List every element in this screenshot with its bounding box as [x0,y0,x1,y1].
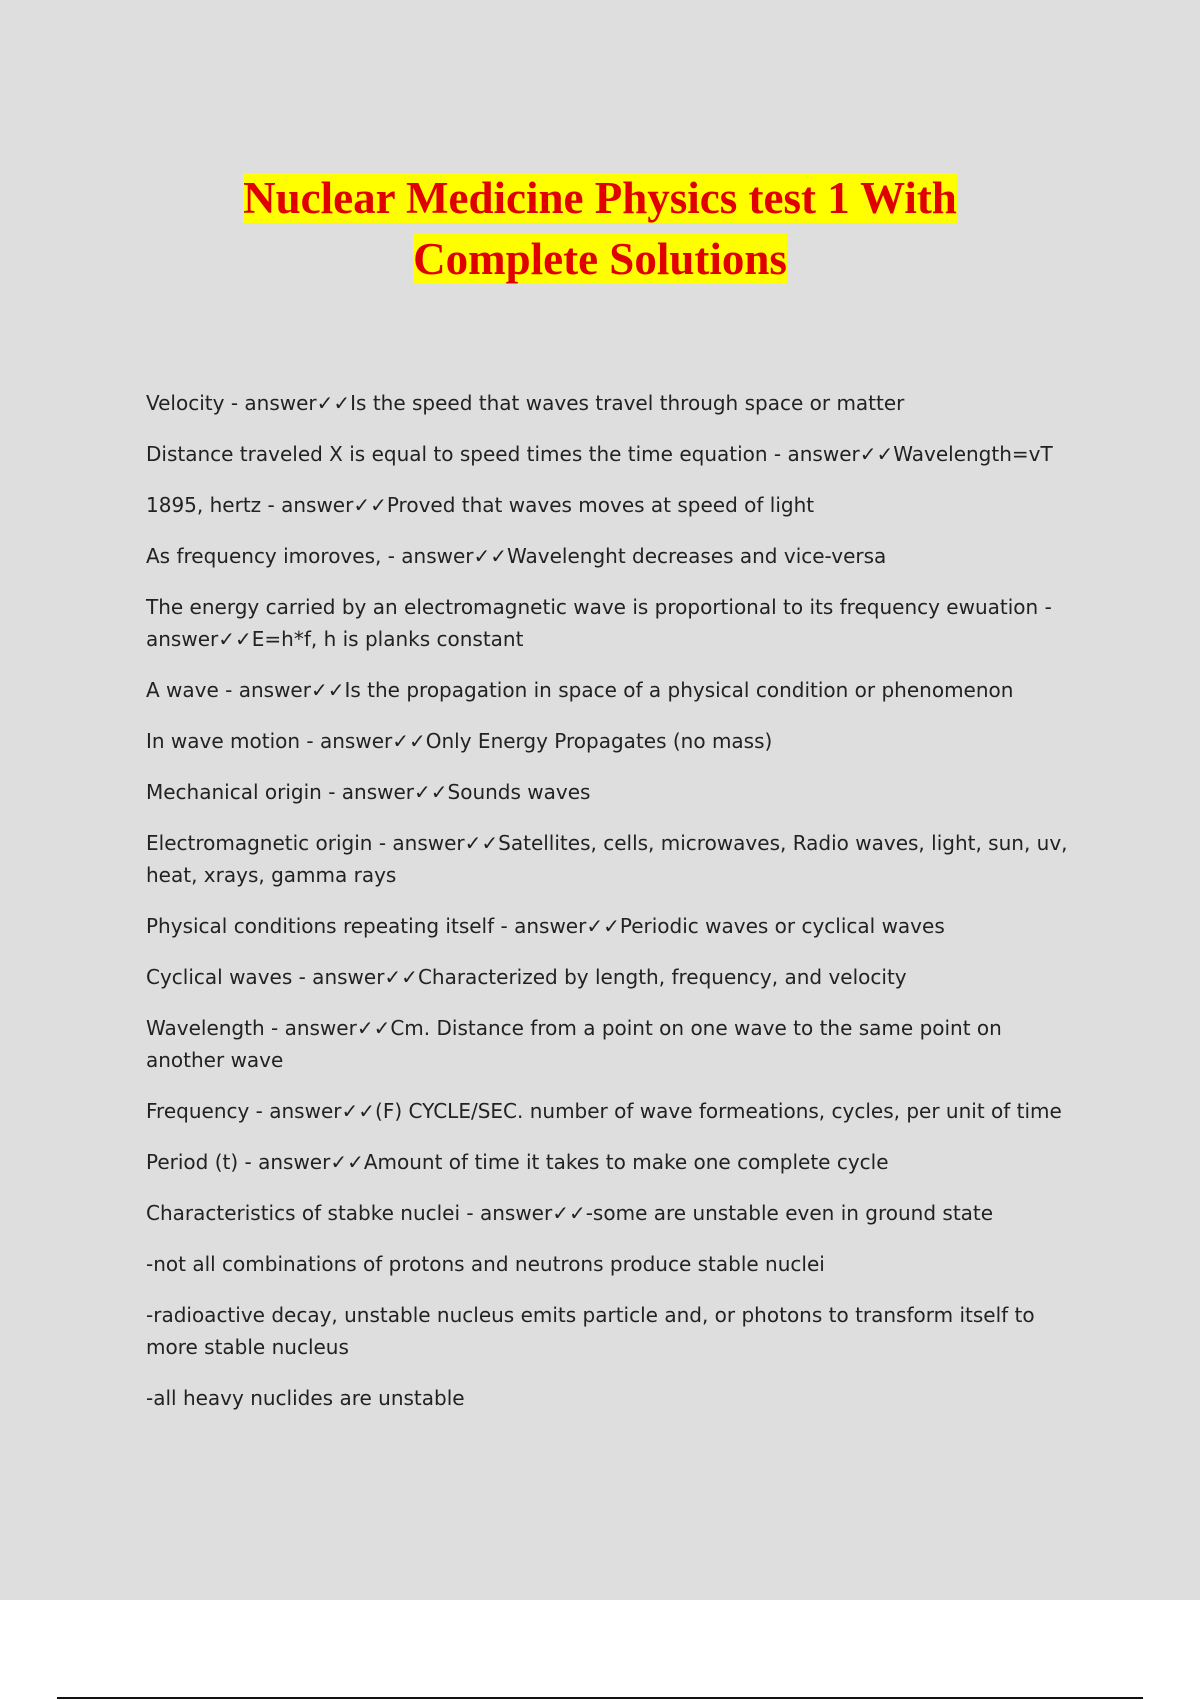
entry-answer: Cm. Distance from a point on one wave to the same point on another wave [146,1016,1002,1072]
double-check-icon: ✓✓ [310,678,345,702]
double-check-icon: ✓✓ [330,1150,364,1174]
double-check-icon: ✓✓ [341,1099,376,1123]
qa-entry [146,591,1086,655]
double-check-icon: ✓✓ [473,544,508,568]
qa-entry [146,1095,1086,1127]
entry-term: Cyclical waves - answer [146,965,385,989]
entry-term: Physical conditions repeating itself - answer [146,914,587,938]
entry-answer: Wavelength=vT [893,442,1053,466]
qa-entry [146,961,1086,993]
entry-answer: (F) CYCLE/SEC. number of wave formeations, cycles, per unit of time [375,1099,1062,1123]
document-title [0,168,1200,290]
entry-answer: Satellites, cells, microwaves, Radio waves, light, sun, uv, heat, xrays, gamma rays [146,831,1068,887]
qa-entry [146,1146,1086,1178]
qa-entry [146,725,1086,757]
entry-answer: Amount of time it takes to make one complete cycle [363,1150,889,1174]
continuation-line: -not all combinations of protons and neutrons produce stable nuclei [146,1252,825,1276]
entry-answer: -some are unstable even in ground state [585,1201,994,1225]
entry-term: Characteristics of stabke nuclei - answer [146,1201,553,1225]
qa-entry [146,1012,1086,1076]
footer-divider [57,1697,1143,1699]
entry-term: Frequency - answer [146,1099,342,1123]
entry-term: As frequency imoroves, - answer [146,544,474,568]
double-check-icon: ✓✓ [353,493,387,517]
entry-answer: Is the speed that waves travel through space or matter [350,391,905,415]
entry-answer: Is the propagation in space of a physical condition or phenomenon [344,678,1014,702]
double-check-icon: ✓✓ [586,914,620,938]
entry-answer: Sounds waves [447,780,591,804]
continuation-line: -all heavy nuclides are unstable [146,1386,465,1410]
entry-term: Period (t) - answer [146,1150,331,1174]
entry-answer: Periodic waves or cyclical waves [619,914,945,938]
entry-term: Wavelength - answer [146,1016,357,1040]
qa-entry [146,674,1086,706]
title-line-2: Complete Solutions [413,234,787,284]
entry-answer: Only Energy Propagates (no mass) [425,729,773,753]
entry-term: 1895, hertz - answer [146,493,354,517]
qa-entry [146,910,1086,942]
entry-term: In wave motion - answer [146,729,393,753]
entry-answer: Wavelenght decreases and vice-versa [507,544,887,568]
entry-term: The energy carried by an electromagnetic wave is proportional to its frequency ewuation - answer [146,595,1052,651]
double-check-icon: ✓✓ [392,729,426,753]
double-check-icon: ✓✓ [552,1201,586,1225]
entry-term: A wave - answer [146,678,311,702]
continuation-line: -radioactive decay, unstable nucleus emits particle and, or photons to transform itself to more stable nucleus [146,1303,1035,1359]
double-check-icon: ✓✓ [384,965,418,989]
entry-term: Distance traveled X is equal to speed times the time equation - answer [146,442,860,466]
double-check-icon: ✓✓ [414,780,448,804]
title-line-1: Nuclear Medicine Physics test 1 With [243,173,957,223]
entry-answer: Proved that waves moves at speed of light [386,493,815,517]
qa-entry [146,387,1086,419]
qa-list [146,387,1086,1433]
qa-entry [146,776,1086,808]
qa-entry [146,1197,1086,1229]
double-check-icon: ✓✓ [316,391,351,415]
qa-entry [146,827,1086,891]
qa-entry [146,438,1086,470]
qa-entry [146,540,1086,572]
entry-term: Electromagnetic origin - answer [146,831,465,855]
entry-term: Velocity - answer [146,391,317,415]
entry-answer: Characterized by length, frequency, and velocity [417,965,907,989]
qa-entry [146,489,1086,521]
double-check-icon: ✓✓ [859,442,894,466]
double-check-icon: ✓✓ [464,831,499,855]
double-check-icon: ✓✓ [218,627,252,651]
entry-answer: E=h*f, h is planks constant [251,627,524,651]
double-check-icon: ✓✓ [356,1016,391,1040]
entry-term: Mechanical origin - answer [146,780,414,804]
